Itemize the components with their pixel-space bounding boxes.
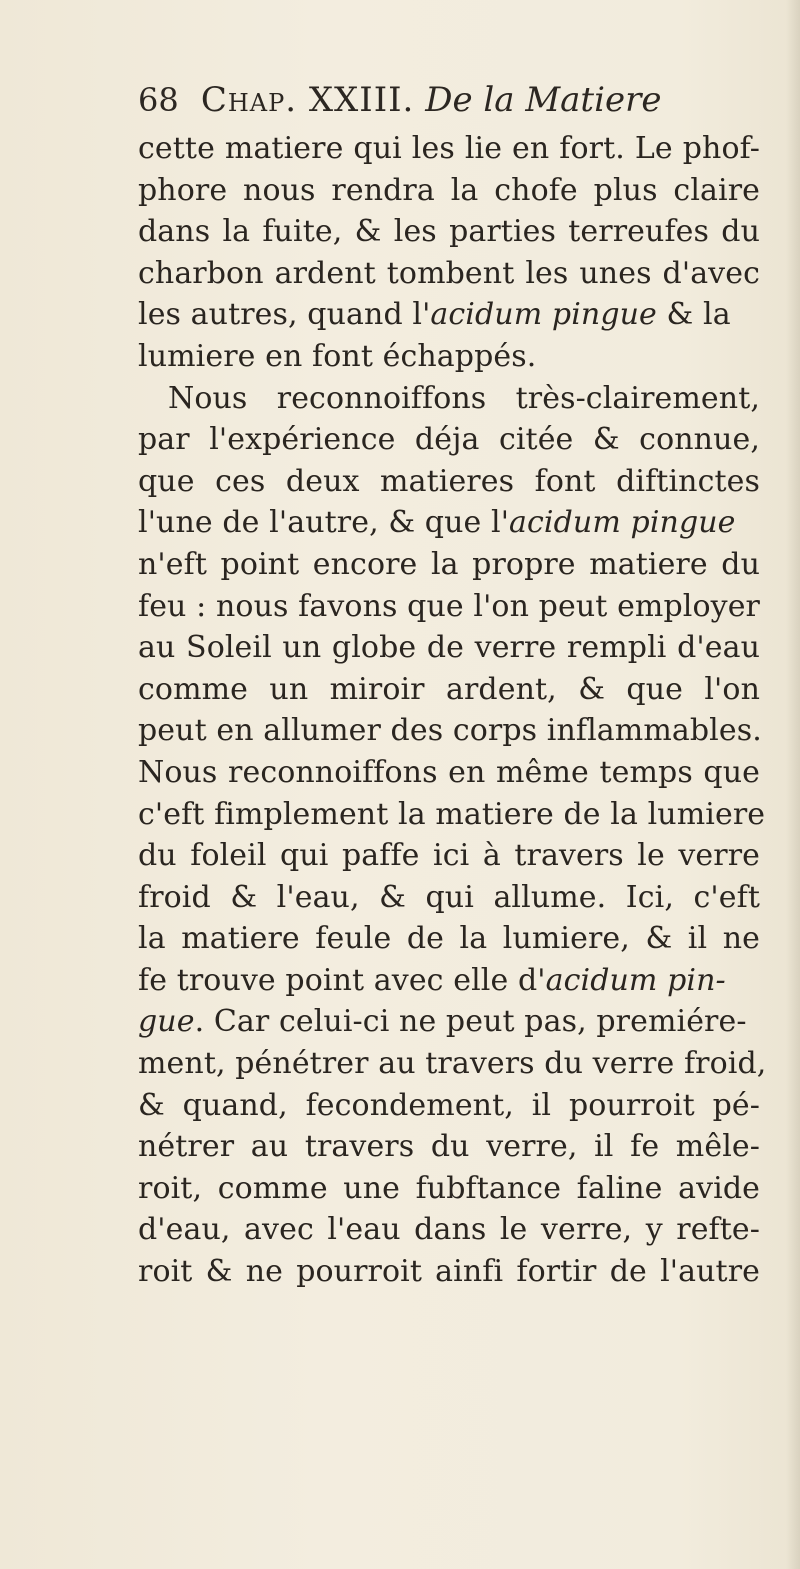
text-line: comme un miroir ardent, & que l'on xyxy=(138,671,760,707)
latin-term: acidum pin- xyxy=(545,962,726,998)
latin-term: gue xyxy=(138,1004,195,1040)
text-line: c'eft fimplement la matiere de la lumiere xyxy=(138,796,766,832)
body-text xyxy=(138,128,767,1293)
latin-term: acidum pingue xyxy=(509,505,736,541)
text-line: la matiere feule de la lumiere, & il ne xyxy=(138,921,760,957)
text-segment: l'une de l'autre, & que l' xyxy=(138,505,510,541)
text-line: d'eau, avec l'eau dans le verre, y refte- xyxy=(138,1212,760,1248)
text-line: froid & l'eau, & qui allume. Ici, c'eft xyxy=(138,879,760,915)
text-line xyxy=(138,294,760,336)
text-line: charbon ardent tombent les unes d'avec xyxy=(138,255,760,291)
text-line: nétrer au travers du verre, il fe mêle- xyxy=(138,1129,760,1165)
text-line: lumiere en font échappés. xyxy=(138,338,537,374)
text-line: ment, pénétrer au travers du verre froid, xyxy=(138,1046,767,1082)
text-line: du foleil qui paffe ici à travers le verre xyxy=(138,838,760,874)
latin-term: acidum pingue xyxy=(430,297,657,333)
text-line: au Soleil un globe de verre rempli d'eau xyxy=(138,630,760,666)
text-line: que ces deux matieres font diftinctes xyxy=(138,463,760,499)
text-line xyxy=(138,1001,760,1043)
text-segment: & la xyxy=(656,297,731,333)
text-line: & quand, fecondement, il pourroit pé- xyxy=(138,1087,760,1123)
chapter-heading: Chap. XXIII. xyxy=(200,80,415,120)
text-segment: . Car celui-ci ne peut pas, premiére- xyxy=(194,1004,747,1040)
text-line xyxy=(138,960,760,1002)
text-segment: fe trouve point avec elle d' xyxy=(138,962,546,998)
text-line: peut en allumer des corps inflammables. xyxy=(138,713,762,749)
text-line xyxy=(138,502,760,544)
running-header xyxy=(138,72,738,128)
text-line: phore nous rendra la chofe plus claire xyxy=(138,172,760,208)
text-segment: les autres, quand l' xyxy=(138,297,431,333)
text-line: Nous reconnoiffons en même temps que xyxy=(138,754,760,790)
chapter-title: De la Matiere xyxy=(425,80,662,120)
text-line: n'eft point encore la propre matiere du xyxy=(138,546,760,582)
text-line: feu : nous favons que l'on peut employer xyxy=(138,588,760,624)
text-line: Nous reconnoiffons très-clairement, xyxy=(168,380,760,416)
text-line: dans la fuite, & les parties terreufes du xyxy=(138,214,760,250)
page-number: 68 xyxy=(138,81,179,119)
text-line: roit & ne pourroit ainfi fortir de l'autre xyxy=(138,1254,760,1290)
text-line: par l'expérience déja citée & connue, xyxy=(138,422,760,458)
page-edge-shadow xyxy=(786,0,800,1569)
text-line: roit, comme une fubftance faline avide xyxy=(138,1170,760,1206)
text-line: cette matiere qui les lie en fort. Le phof- xyxy=(138,131,760,166)
